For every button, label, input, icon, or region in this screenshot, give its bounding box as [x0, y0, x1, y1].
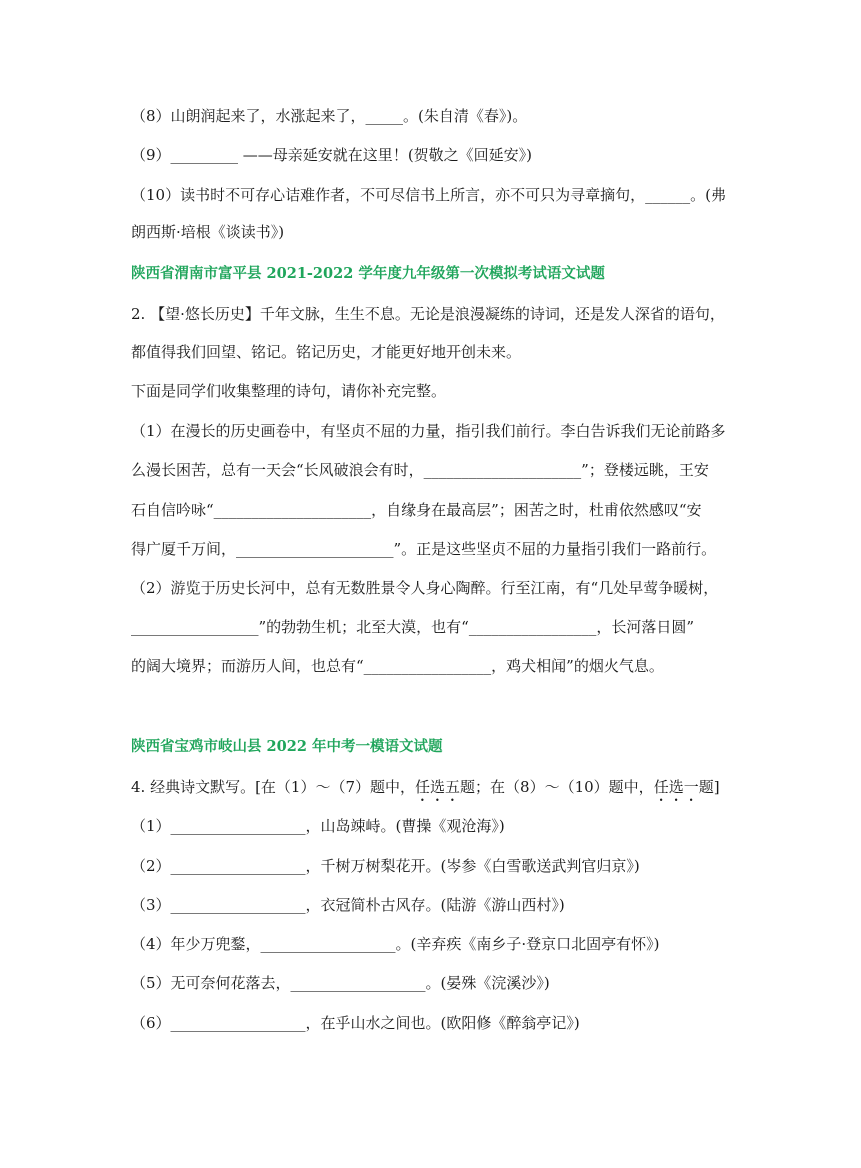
question-4-instruction: [131, 777, 731, 805]
q4-item-4: （4）年少万兜鍪，__________________。(辛弃疾《南乡子·登京口北固亭有怀》): [131, 935, 660, 953]
q4-item-5: （5）无可奈何花落去，__________________。(晏殊《浣溪沙》): [131, 974, 550, 992]
q2-part1-line4: 得广厦千万间，_____________________”。正是这些坚贞不屈的力量指引我们一路前行。: [131, 540, 717, 558]
question-2-intro-cont: 都值得我们回望、铭记。铭记历史，才能更好地开创未来。: [131, 343, 522, 361]
q4-emphasis-1: 任选五: [415, 778, 461, 796]
q2-part2-line2: _________________”的勃勃生机；北至大漠，也有“_________________，长河落日圆”: [131, 618, 695, 636]
q4-part1: 4. 经典诗文默写。[在（1）～（7）题中，: [131, 778, 416, 796]
q2-part1-line3: 石自信吟咏“_____________________，自缘身在最高层”；困苦之时，杜甫依然感叹“安: [131, 501, 702, 519]
question-9: （9）_________ ——母亲延安就在这里！(贺敬之《回延安》): [131, 146, 533, 164]
q4-part2: 题；在（8）～（10）题中，: [460, 778, 654, 796]
q2-part2-line3: 的阔大境界；而游历人间，也总有“_________________，鸡犬相闻”的烟火气息。: [131, 657, 664, 675]
section-heading-fuping: 陕西省渭南市富平县 2021-2022 学年度九年级第一次模拟考试语文试题: [131, 265, 605, 282]
q4-item-1: （1）__________________，山岛竦峙。(曹操《观沧海》): [131, 817, 505, 835]
q4-item-3: （3）__________________，衣冠简朴古风存。(陆游《游山西村》): [131, 896, 565, 914]
q2-part1-line1: （1）在漫长的历史画卷中，有坚贞不屈的力量，指引我们前行。李白告诉我们无论前路多: [131, 422, 726, 440]
question-8: （8）山朗润起来了，水涨起来了，_____。(朱自清《春》)。: [131, 107, 528, 125]
question-10: （10）读书时不可存心诘难作者，不可尽信书上所言，亦不可只为寻章摘句，______。(弗: [131, 186, 726, 204]
question-10-cont: 朗西斯·培根《谈读书》): [131, 223, 285, 241]
q4-item-6: （6）__________________，在乎山水之间也。(欧阳修《醉翁亭记》): [131, 1014, 580, 1032]
q4-emphasis-2: 任选一: [653, 778, 699, 796]
section-heading-qishan: 陕西省宝鸡市岐山县 2022 年中考一模语文试题: [131, 738, 443, 755]
question-2-intro: 2. 【望·悠长历史】千年文脉，生生不息。无论是浪漫凝练的诗词，还是发人深省的语句，: [131, 305, 725, 323]
q2-part2-line1: （2）游览于历史长河中，总有无数胜景令人身心陶醉。行至江南，有“几处早莺争暖树，: [131, 579, 719, 597]
q4-part3: 题]: [698, 778, 720, 796]
q4-item-2: （2）__________________，千树万树梨花开。(岑参《白雪歌送武判官归京》): [131, 857, 640, 875]
q2-part1-line2: 么漫长困苦，总有一天会“长风破浪会有时，_____________________”；登楼远眺，王安: [131, 461, 709, 479]
question-2-instruction: 下面是同学们收集整理的诗句，请你补充完整。: [131, 382, 447, 400]
